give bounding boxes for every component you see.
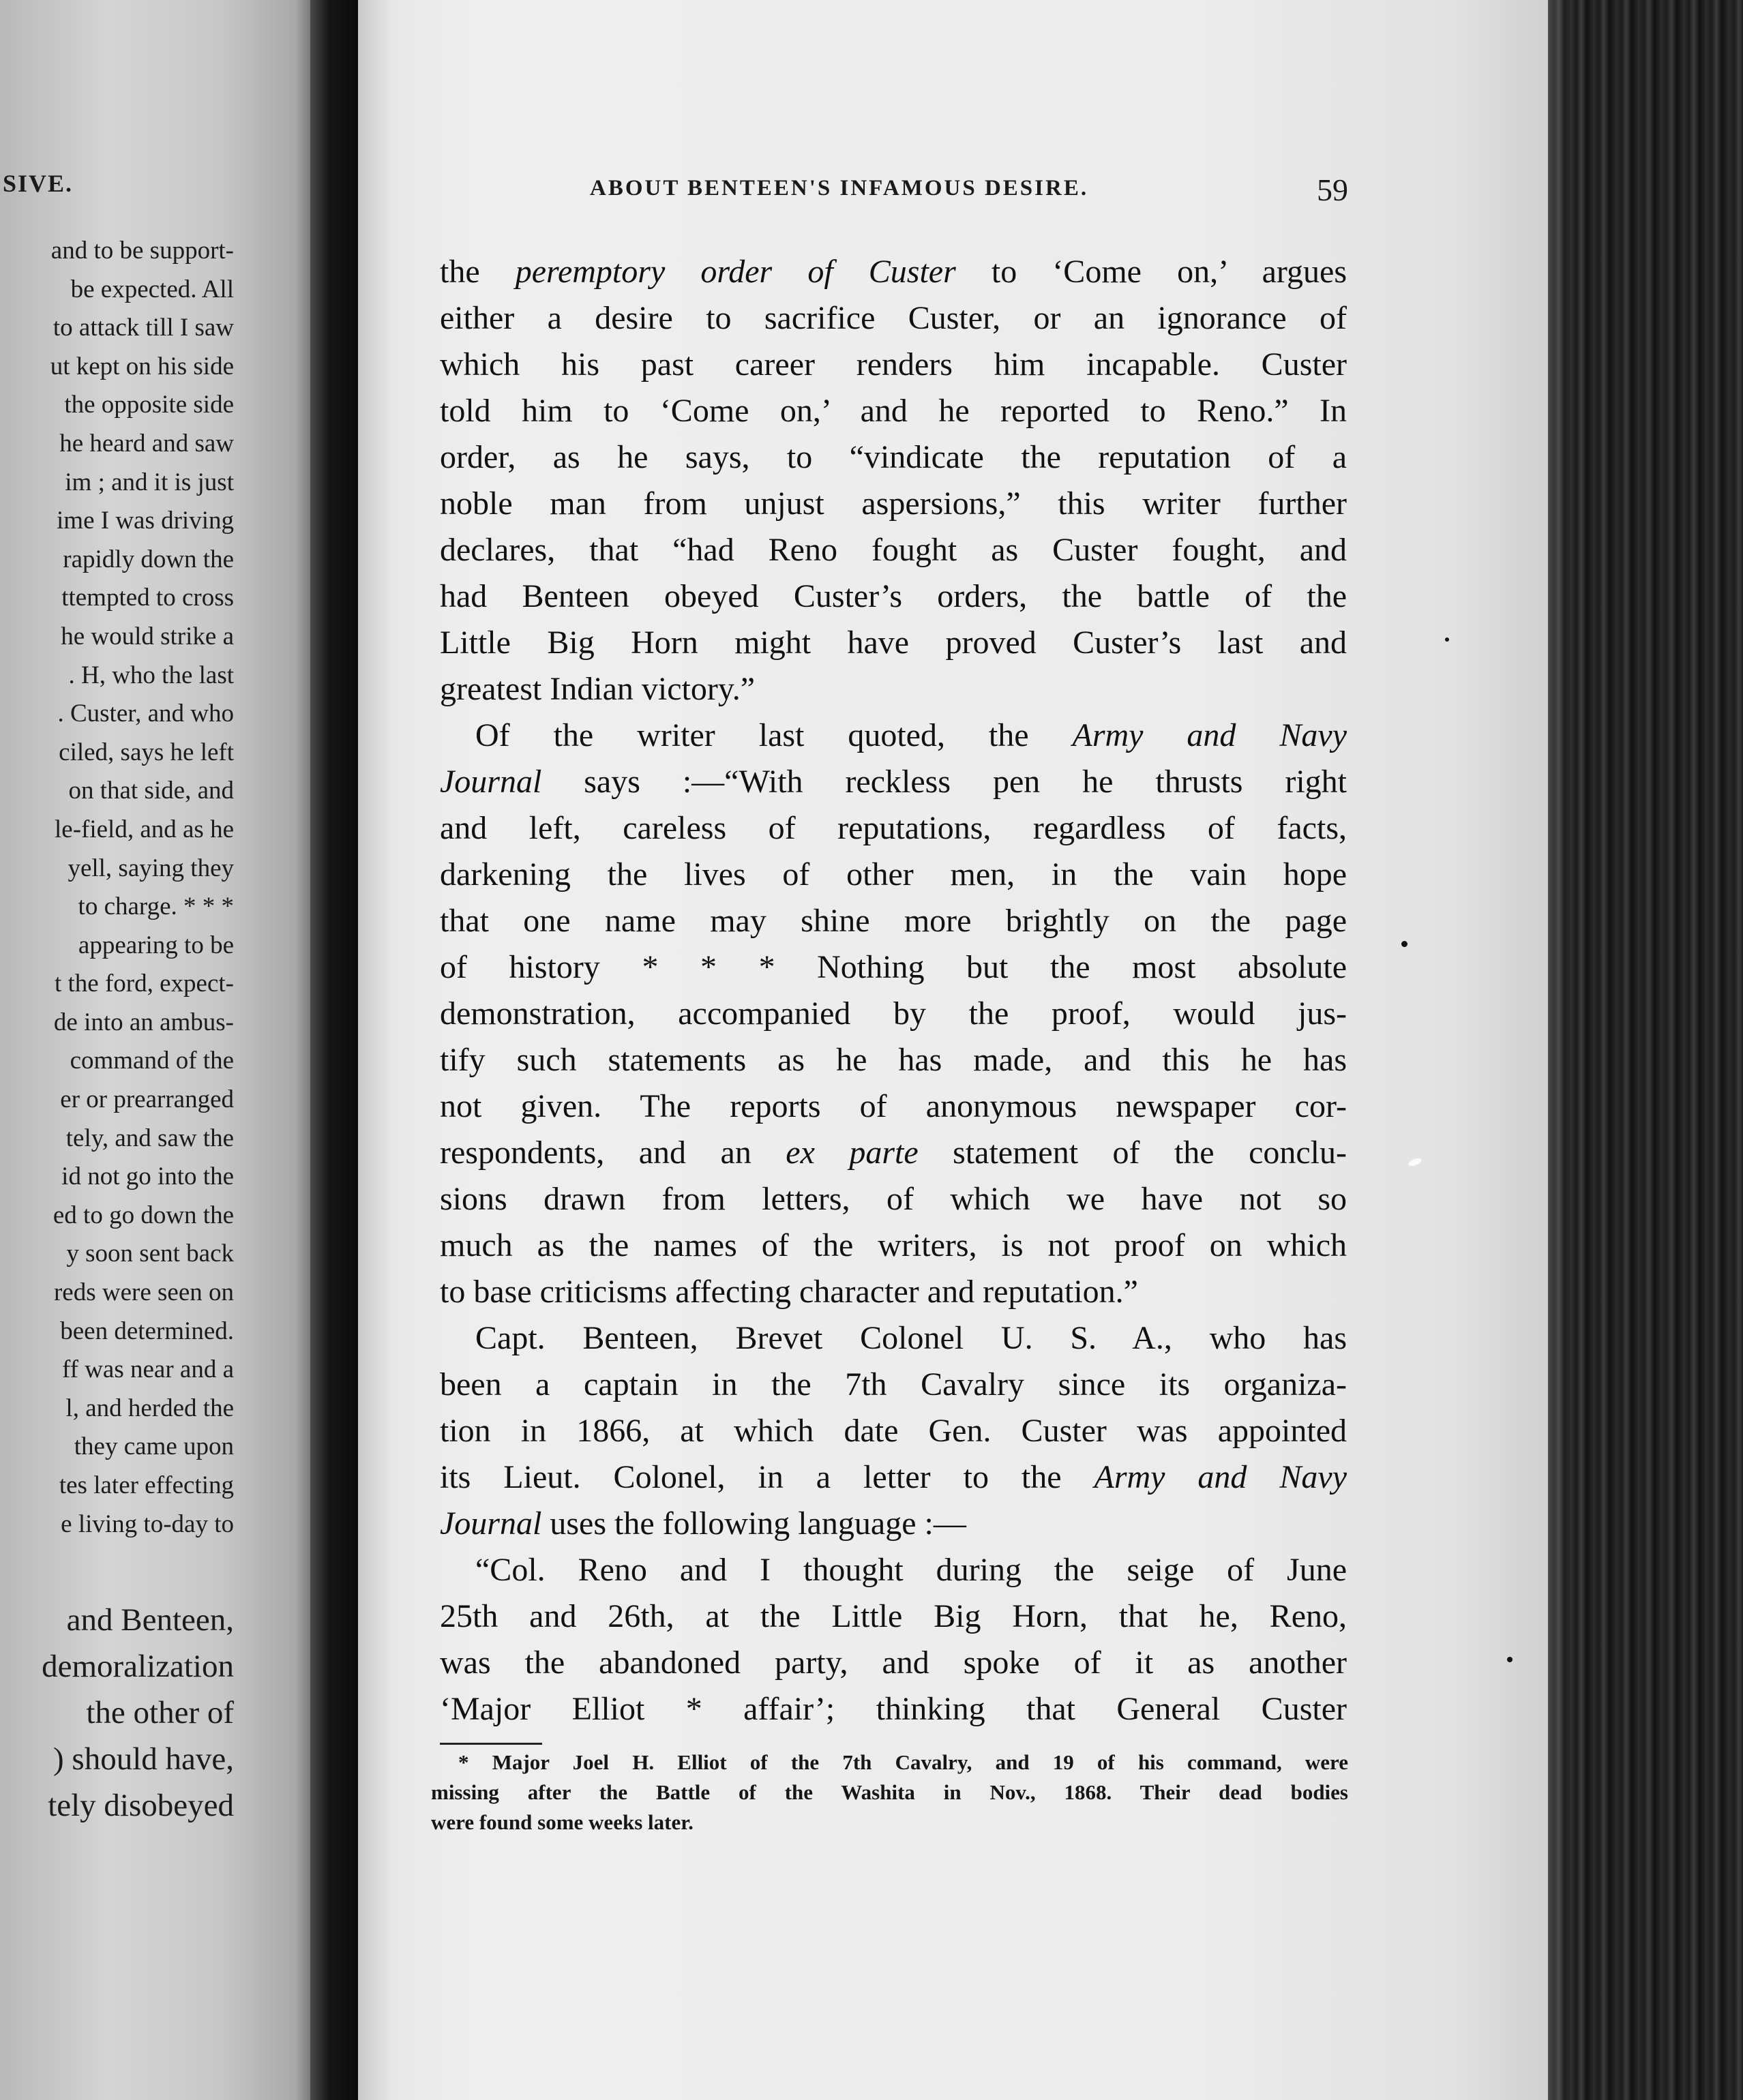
text-line: [440, 434, 1347, 481]
facing-page-line: t the ford, expect-: [55, 970, 234, 998]
text-run: tify such statements as he has made, and this he has: [440, 1042, 1347, 1078]
facing-page-line: ttempted to cross: [61, 584, 234, 612]
text-line: [440, 1408, 1347, 1454]
scan-speck: [1407, 1157, 1422, 1167]
text-line: [440, 295, 1347, 342]
facing-page-line: be expected. All: [70, 275, 234, 303]
text-line: [440, 1686, 1347, 1732]
text-run: was the abandoned party, and spoke of it as another: [440, 1645, 1347, 1681]
facing-page-line: l, and herded the: [65, 1394, 234, 1422]
facing-page-line: . Custer, and who: [57, 700, 234, 728]
footnote-rule: [440, 1743, 542, 1745]
text-run: order, as he says, to “vindicate the reputation of a: [440, 439, 1347, 475]
facing-page-text-top: [0, 232, 234, 1544]
facing-page-line: he heard and saw: [59, 429, 234, 457]
text-line: [440, 1315, 1347, 1362]
facing-page-line: to charge. * * *: [78, 892, 234, 921]
text-line: [440, 898, 1347, 944]
text-line: [440, 527, 1347, 573]
text-run: which his past career renders him incapable. Custer: [440, 346, 1347, 382]
text-run: the: [440, 254, 516, 290]
scan-speck: [1401, 941, 1407, 947]
text-line: [440, 1362, 1347, 1408]
text-line: [440, 388, 1347, 434]
paragraph-4: [440, 1547, 1347, 1732]
facing-page-line: the other of: [86, 1695, 234, 1730]
text-run: its Lieut. Colonel, in a letter to the: [440, 1459, 1094, 1495]
text-run: declares, that “had Reno fought as Custer fought, and: [440, 532, 1347, 568]
text-line: [440, 1222, 1347, 1269]
text-run: that one name may shine more brightly on the page: [440, 903, 1347, 939]
text-run: Of the writer last quoted, the: [475, 717, 1073, 753]
paragraph-1: [440, 249, 1347, 712]
text-run: statement of the conclu-: [918, 1135, 1347, 1171]
text-run: greatest Indian victory.”: [440, 671, 756, 707]
text-line: [440, 759, 1347, 805]
body-text: [440, 249, 1347, 1732]
text-run: been a captain in the 7th Cavalry since its organiza-: [440, 1366, 1347, 1402]
text-run: 25th and 26th, at the Little Big Horn, that he, Reno,: [440, 1598, 1347, 1634]
text-run: Capt. Benteen, Brevet Colonel U. S. A., who has: [475, 1320, 1347, 1356]
facing-page-line: reds were seen on: [53, 1278, 234, 1307]
scan-speck: [1445, 638, 1449, 642]
facing-page-line: to attack till I saw: [53, 314, 234, 342]
text-line: [440, 852, 1347, 898]
text-line: [440, 1269, 1347, 1315]
italic-text: Journal: [440, 764, 542, 800]
text-run: told him to ‘Come on,’ and he reported to Reno.” In: [440, 393, 1347, 429]
facing-page-line: command of the: [70, 1047, 234, 1075]
page-number: 59: [1317, 172, 1348, 207]
text-run: noble man from unjust aspersions,” this writer further: [440, 485, 1347, 522]
italic-text: peremptory order of Custer: [515, 254, 956, 290]
text-line: [440, 481, 1347, 527]
text-line: [440, 620, 1347, 666]
facing-page-line: and to be support-: [50, 237, 234, 265]
text-run: and left, careless of reputations, regardless of facts,: [440, 810, 1347, 846]
text-line: [440, 1547, 1347, 1593]
running-head: ABOUT BENTEEN'S INFAMOUS DESIRE.: [590, 176, 1089, 200]
facing-page-line: the opposite side: [64, 391, 234, 419]
text-run: says :—“With reckless pen he thrusts right: [541, 764, 1347, 800]
text-run: sions drawn from letters, of which we have not so: [440, 1181, 1347, 1217]
facing-page-line: im ; and it is just: [65, 468, 234, 496]
text-line: [440, 342, 1347, 388]
text-run: “Col. Reno and I thought during the seige of June: [475, 1552, 1347, 1588]
paragraph-3: [440, 1315, 1347, 1547]
text-line: [440, 1037, 1347, 1083]
facing-page-line: yell, saying they: [68, 854, 234, 882]
facing-page-line: been determined.: [60, 1317, 234, 1345]
footnote-line: * Major Joel H. Elliot of the 7th Cavalry, and 19 of his command, were: [458, 1750, 1348, 1774]
facing-page-line: le-field, and as he: [55, 815, 234, 843]
text-line: [440, 991, 1347, 1037]
facing-page-line: tes later effecting: [59, 1471, 234, 1499]
book-gutter: [310, 0, 358, 2100]
text-run: not given. The reports of anonymous newspaper cor-: [440, 1088, 1347, 1124]
text-run: of history * * * Nothing but the most absolute: [440, 949, 1347, 985]
text-run: ‘Major Elliot * affair’; thinking that General Custer: [440, 1691, 1347, 1727]
facing-page-line: tely, and saw the: [65, 1124, 234, 1152]
facing-page-line: demoralization: [42, 1649, 234, 1684]
text-run: to ‘Come on,’ argues: [955, 254, 1347, 290]
italic-text: Army and Navy: [1072, 717, 1347, 753]
text-line: [440, 1130, 1347, 1176]
facing-page-line: y soon sent back: [66, 1240, 234, 1268]
text-line: [440, 805, 1347, 852]
text-run: uses the following language :—: [541, 1505, 966, 1542]
text-line: [440, 1501, 1347, 1547]
paragraph-2: [440, 712, 1347, 1315]
facing-page-line: ime I was driving: [57, 507, 234, 535]
text-line: [440, 1176, 1347, 1222]
facing-page-line: they came upon: [74, 1432, 234, 1461]
text-line: [440, 712, 1347, 759]
text-line: [440, 666, 1347, 712]
text-run: tion in 1866, at which date Gen. Custer was appointed: [440, 1413, 1347, 1449]
facing-page-line: de into an ambus-: [53, 1008, 234, 1036]
facing-page-line: on that side, and: [68, 777, 234, 805]
facing-page-line: he would strike a: [61, 622, 234, 650]
text-run: to base criticisms affecting character and reputation.”: [440, 1274, 1138, 1310]
text-run: much as the names of the writers, is not proof on which: [440, 1227, 1347, 1263]
facing-page-line: ciled, says he left: [59, 738, 234, 766]
text-run: either a desire to sacrifice Custer, or an ignorance of: [440, 300, 1347, 336]
text-line: [440, 1640, 1347, 1686]
text-line: [440, 573, 1347, 620]
text-run: Little Big Horn might have proved Custer’s last and: [440, 625, 1347, 661]
facing-page-line: tely disobeyed: [48, 1788, 234, 1823]
facing-page-text-bottom: [0, 1597, 234, 1829]
text-line: [440, 944, 1347, 991]
facing-page-running-head: SIVE.: [3, 170, 74, 197]
book-page-edges: [1548, 0, 1743, 2100]
facing-page-line: e living to-day to: [61, 1510, 234, 1538]
text-line: [440, 1454, 1347, 1501]
footnote-line: were found some weeks later.: [431, 1810, 694, 1834]
facing-page-line: ed to go down the: [53, 1201, 234, 1229]
facing-page-left: [0, 0, 310, 2100]
text-line: [440, 249, 1347, 295]
italic-text: Army and Navy: [1094, 1459, 1347, 1495]
facing-page-line: er or prearranged: [60, 1085, 234, 1114]
scan-speck: [1507, 1657, 1513, 1662]
facing-page-line: rapidly down the: [63, 545, 234, 573]
italic-text: Journal: [440, 1505, 542, 1542]
facing-page-line: ) should have,: [53, 1741, 234, 1777]
italic-text: ex parte: [786, 1135, 919, 1171]
text-run: demonstration, accompanied by the proof, would jus-: [440, 995, 1347, 1032]
facing-page-line: and Benteen,: [66, 1602, 234, 1638]
text-line: [440, 1083, 1347, 1130]
facing-page-line: . H, who the last: [68, 661, 234, 689]
facing-page-line: id not go into the: [61, 1162, 234, 1191]
text-line: [440, 1593, 1347, 1640]
footnote: [431, 1747, 1348, 1837]
text-run: darkening the lives of other men, in the vain hope: [440, 856, 1347, 892]
facing-page-line: appearing to be: [78, 931, 234, 959]
text-run: respondents, and an: [440, 1135, 786, 1171]
facing-page-line: ff was near and a: [61, 1355, 234, 1384]
footnote-line: missing after the Battle of the Washita in Nov., 1868. Their dead bodies: [431, 1780, 1348, 1804]
text-run: had Benteen obeyed Custer’s orders, the battle of the: [440, 578, 1347, 614]
book-page-edges-shadow: [1548, 0, 1575, 2100]
book-page-59: [358, 0, 1548, 2100]
facing-page-line: ut kept on his side: [50, 352, 234, 380]
